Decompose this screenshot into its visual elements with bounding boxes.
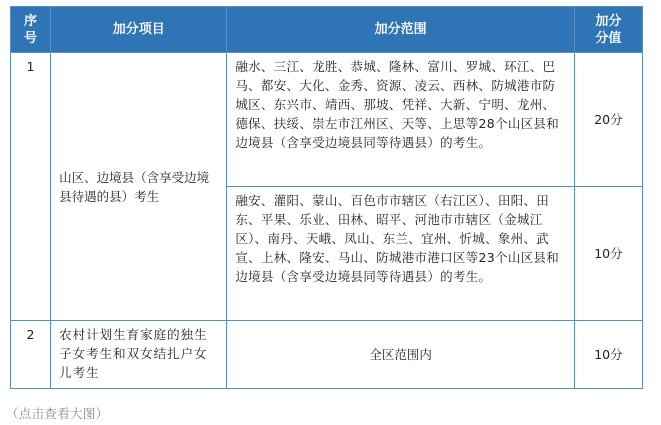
row-1b-bonus-score: 10分 bbox=[574, 187, 642, 321]
table-row bbox=[11, 321, 643, 389]
row-2-serial-number: 2 bbox=[11, 321, 51, 389]
row-1b-bonus-range: 融安、灌阳、蒙山、百色市市辖区（右江区）、田阳、田东、平果、乐业、田林、昭平、河池市市辖区（金城江区）、南丹、天峨、凤山、东兰、宜州、忻城、象州、武宣、上林、隆安、马山、防城港市港口区等23个山区县和边境县（含享受边境县同等待遇县）的考生。 bbox=[227, 187, 575, 321]
row-2-bonus-score: 10分 bbox=[574, 321, 642, 389]
header-serial-number: 序 号 bbox=[11, 7, 51, 53]
row-1a-bonus-range: 融水、三江、龙胜、恭城、隆林、富川、罗城、环江、巴马、都安、大化、金秀、资源、凌云、西林、防城港市防城区、东兴市、靖西、那坡、凭祥、大新、宁明、龙州、德保、扶绥、崇左市江州区、天等、上思等28个山区县和边境县（含享受边境县同等待遇县）的考生。 bbox=[227, 53, 575, 187]
bonus-points-table-container bbox=[10, 6, 643, 389]
header-bonus-score: 加分 分值 bbox=[574, 7, 642, 53]
row-1-bonus-item: 山区、边境县（含享受边境县待遇的县）考生 bbox=[51, 53, 227, 321]
header-bonus-range: 加分范围 bbox=[227, 7, 575, 53]
row-1-serial-number: 1 bbox=[11, 53, 51, 321]
row-1a-bonus-score: 20分 bbox=[574, 53, 642, 187]
bonus-points-table bbox=[10, 6, 643, 389]
row-2-bonus-item: 农村计划生育家庭的独生子女考生和双女结扎户女儿考生 bbox=[51, 321, 227, 389]
table-row bbox=[11, 53, 643, 187]
view-large-image-link[interactable]: （点击查看大图） bbox=[6, 406, 109, 421]
header-bonus-item: 加分项目 bbox=[51, 7, 227, 53]
table-header-row bbox=[11, 7, 643, 53]
row-2-bonus-range: 全区范围内 bbox=[227, 321, 575, 389]
